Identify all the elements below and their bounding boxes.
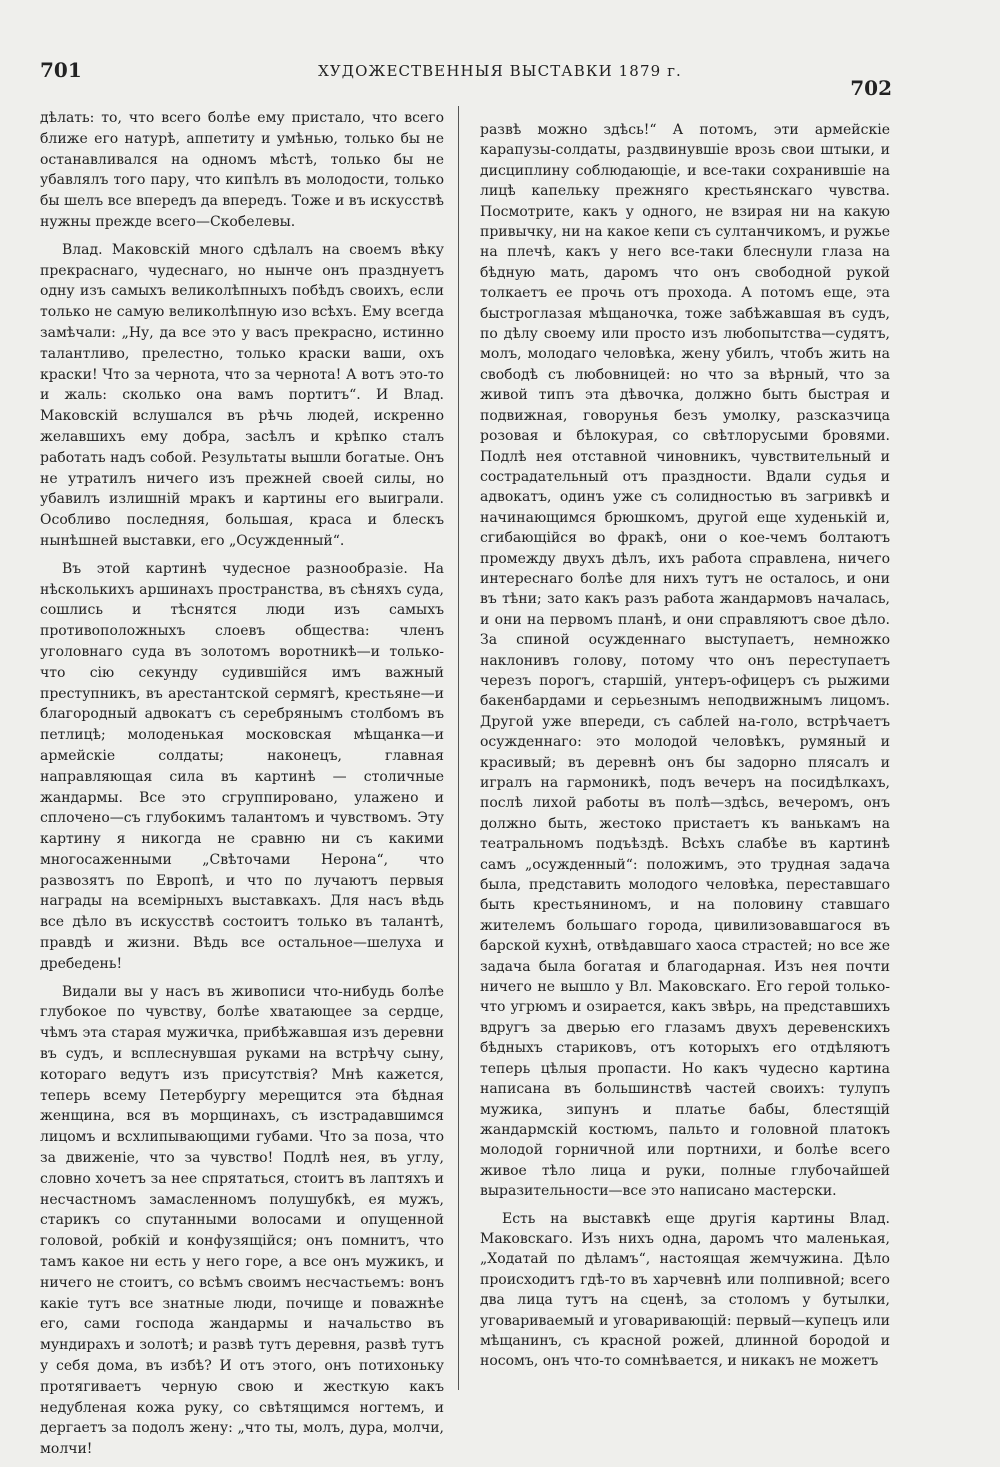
paragraph: развѣ можно здѣсь!“ А потомъ, эти армейскіе карапузы-солдаты, раздвинувшіе врозь свои штыки, и дисциплину соблюдающіе, и все-таки сохранившіе на лицѣ капельку прежняго крестьянскаго чувства. Посмотрите, какъ у одного, не взирая ни на какую привычку, ни на какое кепи съ султанчикомъ, и ружье на плечѣ, какъ у него все-таки блеснули глаза на бѣдную мать, даромъ что онъ свободной рукой толкаетъ ее прочь отъ прохода. А потомъ еще, эта быстроглазая мѣщаночка, тоже забѣжавшая въ судъ, по дѣлу своему или просто изъ любопытства—судятъ, молъ, молодаго человѣка, жену убилъ, чтобъ жить на свободѣ съ любовницей: но что за вѣрный, что за живой типъ эта дѣвочка, должно быть быстрая и подвижная, говорунья безъ умолку, разсказчица розовая и бѣлокурая, со свѣтлорусыми бровями. Подлѣ нея отставной чиновникъ, чувствительный и сострадательный отъ праздности. Вдали судья и адвокатъ, одинъ уже съ солидностью въ загривкѣ и начинающимся брюшкомъ, другой еще худенькій и, сгибающійся во фракѣ, они о кое-чемъ болтаютъ промежду двухъ дѣлъ, ихъ работа справлена, ничего интереснаго болѣе для нихъ тутъ не осталось, и они въ тѣни; зато какъ разъ работа жандармовъ началась, и они на первомъ планѣ, и они справляютъ свое дѣло. За спиной осужденнаго выступаетъ, немножко наклонивъ голову, потому что онъ переступаетъ черезъ порогъ, старшій, унтеръ-офицеръ съ рыжими бакенбардами и серьезнымъ неподвижнымъ лицомъ. Другой уже впереди, съ саблей на-голо, встрѣчаетъ осужденнаго: это молодой человѣкъ, румяный и красивый; въ деревнѣ онъ бы задорно плясалъ и игралъ на гармоникѣ, подъ вечеръ на посидѣлкахъ, послѣ лихой работы въ полѣ—здѣсь, вечеромъ, онъ должно быть, жестоко пристаетъ къ ванькамъ на театральномъ подъѣздѣ. Всѣхъ слабѣе въ картинѣ самъ „осужденный“: положимъ, это трудная задача была, представить молодого человѣка, переставшаго быть крестьяниномъ, и на половину ставшаго жителемъ большаго города, цивилизовавшагося въ барской кухнѣ, отвѣдавшаго хаоса страстей; но все же задача была богатая и благодарная. Изъ нея почти ничего не вышло у Вл. Маковскаго. Его герой только-что угрюмъ и озирается, какъ звѣрь, на представшихъ вдругъ за дверью его глазамъ двухъ деревенскихъ бѣдныхъ стариковъ, отъ которыхъ его отдѣляютъ теперь цѣлыя пропасти. Но какъ чудесно картина написана въ большинствѣ частей своихъ: тулупъ мужика, зипунъ и платье бабы, блестящій жандармскій костюмъ, пальто и головной платокъ молодой горничной или портнихи, и болѣе всего живое тѣло лица и руки, полные глубочайшей выразительности—все это написано мастерски. xyxy=(480,122,891,1200)
left-column xyxy=(40,108,444,1467)
right-column xyxy=(480,120,890,1379)
paragraph: Влад. Маковскій много сдѣлалъ на своемъ вѣку прекраснаго, чудеснаго, но нынче онъ празднуетъ одну изъ самыхъ великолѣпныхъ побѣдъ своихъ, если только не самую великолѣпную изо всѣхъ. Ему всегда замѣчали: „Ну, да все это у васъ прекрасно, истинно талантливо, прелестно, только краски ваши, охъ краски! Что за чернота, что за чернота! А вотъ это-то и жаль: сколько она вамъ портитъ“. И Влад. Маковскій вслушался въ рѣчь людей, искренно желавшихъ ему добра, засѣлъ и крѣпко сталъ работать надъ собой. Результаты вышли богатые. Онъ не утратилъ ничего изъ прежней своей силы, но убавилъ излишній мракъ и картины его выиграли. Особливо последняя, большая, краса и блескъ нынѣшней выставки, его „Осужденный“. xyxy=(40,241,444,549)
paragraph: Въ этой картинѣ чудесное разнообразіе. На нѣсколькихъ аршинахъ пространства, въ сѣняхъ суда, сошлись и тѣснятся люди изъ самыхъ противоположныхъ слоевъ общества: членъ уголовнаго суда въ золотомъ воротникѣ—и только-что сію секунду судившійся имъ важный преступникъ, въ арестантской сермягѣ, крестьяне—и благородный адвокатъ съ серебрянымъ столбомъ въ петлицѣ; молоденькая московская мѣщанка—и армейскіе солдаты; наконецъ, главная направляющая сила въ картинѣ — столичные жандармы. Все это сгруппировано, улажено и сплочено—съ глубокимъ талантомъ и чувствомъ. Эту картину я никогда не сравню ни съ какими многосаженными „Свѣточами Нерона“, что развозятъ по Европѣ, и что по лучаютъ первыя награды на всемірныхъ выставкахъ. Для насъ вѣдь все дѣло въ искусствѣ состоитъ только въ талантѣ, правдѣ и жизни. Вѣдь все остальное—шелуха и дребедень! xyxy=(40,560,444,972)
paragraph: дѣлать: то, что всего болѣе ему пристало, что всего ближе его натурѣ, аппетиту и умѣнью, только бы не останавливался на одномъ мѣстѣ, только бы не убавлялъ того пару, что кипѣлъ въ молодости, только бы шелъ все впередъ да впередъ. Тоже и въ искусствѣ нужны прежде всего—Скобелевы. xyxy=(40,110,444,230)
page-number-left: 701 xyxy=(40,58,82,82)
page-number-right: 702 xyxy=(850,76,892,100)
column-divider xyxy=(458,106,459,1390)
paragraph: Есть на выставкѣ еще другія картины Влад. Маковскаго. Изъ нихъ одна, даромъ что маленькая, „Ходатай по дѣламъ“, настоящая жемчужина. Дѣло происходитъ гдѣ-то въ харчевнѣ или полпивной; всего два лица тутъ на сценѣ, за столомъ у бутылки, уговариваемый и уговаривающій: первый—купецъ или мѣщанинъ, съ красной рожей, длинной бородой и носомъ, онъ что-то сомнѣвается, и никакъ не можетъ xyxy=(480,1210,890,1370)
running-title: ХУДОЖЕСТВЕННЫЯ ВЫСТАВКИ 1879 г. xyxy=(318,62,682,80)
paragraph: Видали вы у насъ въ живописи что-нибудь болѣе глубокое по чувству, болѣе хватающее за сердце, чѣмъ эта старая мужичка, прибѣжавшая изъ деревни въ судъ, и всплеснувшая руками на встрѣчу сыну, котораго ведутъ изъ присутствія? Мнѣ кажется, теперь всему Петербургу мерещится эта бѣдная женщина, вся въ морщинахъ, съ изстрадавшимся лицомъ и всхлипывающими губами. Что за поза, что за движеніе, что за чувство! Подлѣ нея, въ углу, словно хочетъ за нее спрятаться, стоитъ въ лаптяхъ и несчастномъ замасленномъ полушубкѣ, ея мужъ, старикъ со спутанными волосами и опущенной головой, робкій и конфузящійся; онъ помнитъ, что тамъ какое ни есть у него горе, а все онъ мужикъ, и ничего не стоитъ, со всѣмъ своимъ несчастьемъ: вонъ какіе тутъ все знатные люди, почище и поважнѣе его, сами господа жандармы и начальство въ мундирахъ и золотѣ; и развѣ тутъ деревня, развѣ тутъ у себя дома, въ избѣ? И отъ этого, онъ потихоньку протягиваетъ черную свою и жесткую какъ недубленая кожа руку, со свѣтящимся ногтемъ, и дергаетъ за подолъ жену: „что ты, молъ, дура, молчи, молчи! xyxy=(40,983,444,1458)
